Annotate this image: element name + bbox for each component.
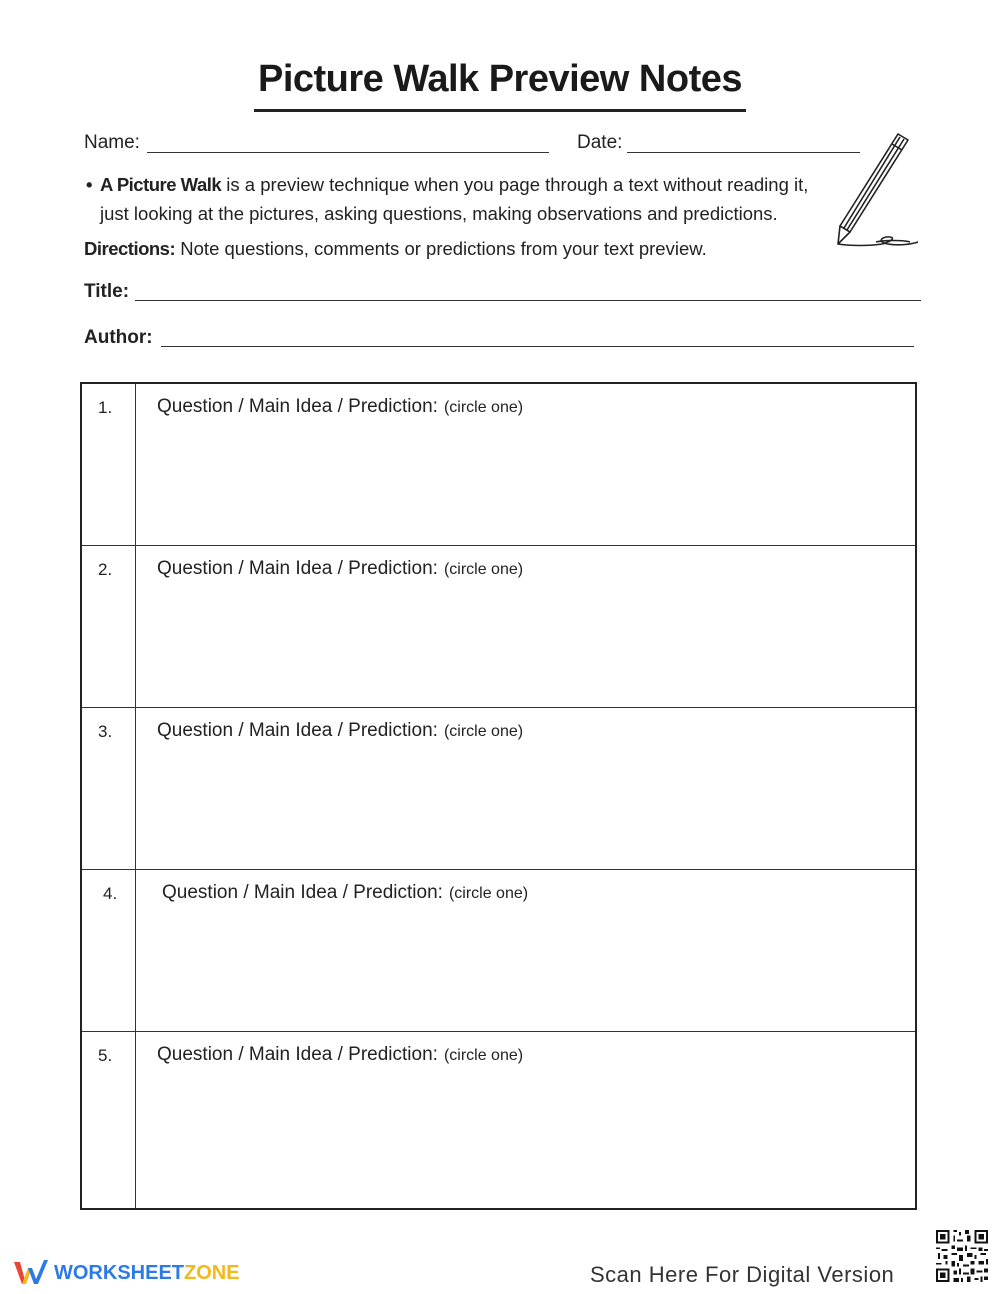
title-label: Title: — [84, 281, 130, 302]
table-row[interactable] — [82, 1032, 915, 1208]
row-prompt — [157, 1044, 523, 1066]
row-number: 3. — [98, 722, 113, 741]
qr-code-icon[interactable] — [934, 1228, 990, 1284]
column-divider — [135, 1032, 136, 1208]
directions — [84, 238, 707, 260]
scan-text: Scan Here For Digital Version — [590, 1262, 895, 1287]
prompt-text: Question / Main Idea / Prediction: — [157, 396, 438, 417]
intro-bold-term: A Picture Walk — [100, 174, 222, 195]
brand-part-1: WORKSHEET — [54, 1261, 184, 1284]
prompt-text: Question / Main Idea / Prediction: — [157, 558, 438, 579]
prompt-hint: (circle one) — [448, 885, 529, 902]
prompt-hint: (circle one) — [443, 1047, 524, 1064]
prompt-hint: (circle one) — [443, 399, 524, 416]
prompt-hint: (circle one) — [443, 561, 524, 578]
column-divider — [135, 708, 136, 869]
directions-text: Note questions, comments or predictions from your text preview. — [175, 238, 707, 259]
column-divider — [135, 384, 136, 545]
page-title-wrap — [0, 58, 1000, 112]
column-divider — [135, 870, 136, 1031]
column-divider — [135, 546, 136, 707]
table-row[interactable] — [82, 384, 915, 546]
row-prompt — [157, 396, 523, 418]
prompt-hint: (circle one) — [443, 723, 524, 740]
author-label: Author: — [84, 327, 153, 348]
prompt-text: Question / Main Idea / Prediction: — [157, 1044, 438, 1065]
intro-paragraph — [86, 170, 826, 228]
date-label: Date: — [577, 132, 623, 153]
table-row[interactable] — [82, 708, 915, 870]
name-field[interactable] — [147, 152, 549, 153]
row-prompt — [162, 882, 528, 904]
row-number: 1. — [98, 398, 113, 417]
notes-table — [80, 382, 917, 1210]
bullet-mark: • — [86, 174, 93, 195]
worksheet-zone-logo-icon — [12, 1258, 48, 1288]
row-number: 2. — [98, 560, 113, 579]
page-title: Picture Walk Preview Notes — [254, 58, 746, 112]
table-row[interactable] — [82, 870, 915, 1032]
title-field[interactable] — [135, 300, 921, 301]
row-prompt — [157, 720, 523, 742]
prompt-text: Question / Main Idea / Prediction: — [157, 720, 438, 741]
name-label: Name: — [84, 132, 140, 153]
date-field[interactable] — [627, 152, 860, 153]
brand-part-2: ZONE — [184, 1261, 240, 1284]
row-number: 5. — [98, 1046, 113, 1065]
row-prompt — [157, 558, 523, 580]
table-row[interactable] — [82, 546, 915, 708]
author-field[interactable] — [161, 346, 914, 347]
pencil-icon — [830, 128, 922, 254]
row-number: 4. — [103, 884, 118, 903]
directions-label: Directions: — [84, 238, 176, 259]
intro-text: is a preview technique when you page through a text without reading it, just looking at the pictures, asking questions, making observations and predictions. — [100, 174, 809, 224]
prompt-text: Question / Main Idea / Prediction: — [162, 882, 443, 903]
worksheet-zone-logo[interactable] — [12, 1258, 240, 1288]
brand-name — [54, 1262, 240, 1285]
